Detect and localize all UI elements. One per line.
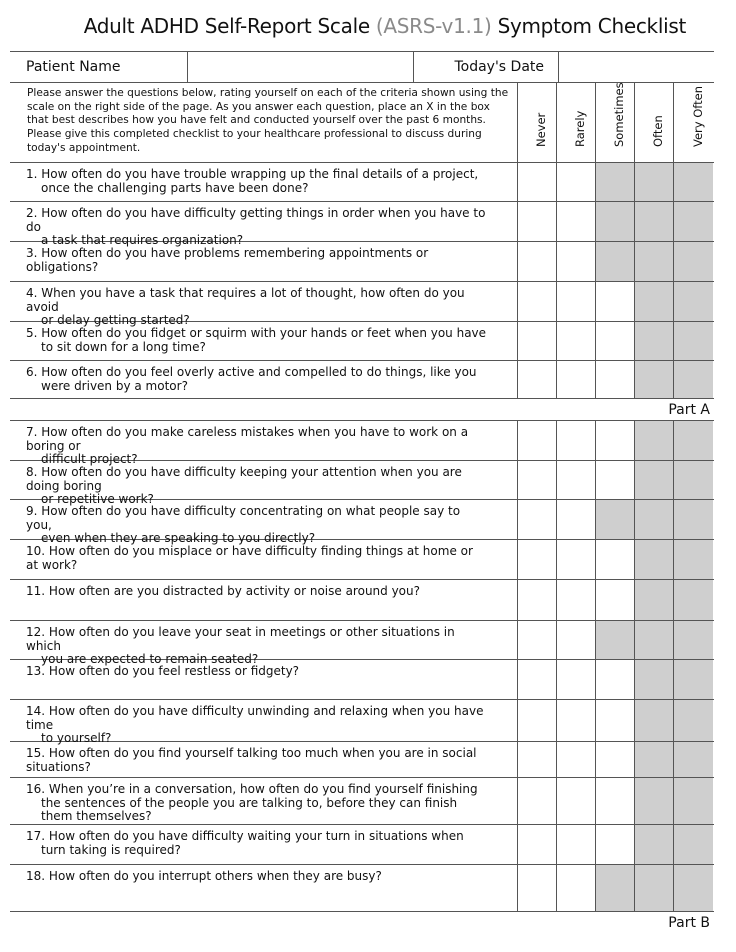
answer-box-never[interactable] <box>518 361 557 398</box>
question-row <box>10 825 714 865</box>
question-row <box>10 282 714 327</box>
question-row <box>10 660 714 700</box>
answer-box-rarely[interactable] <box>557 361 596 398</box>
answer-box-sometimes[interactable] <box>596 660 635 699</box>
answer-box-never[interactable] <box>518 742 557 777</box>
question-number: 18. <box>26 869 46 883</box>
question-text <box>10 361 518 398</box>
answer-box-very-often[interactable] <box>674 660 713 699</box>
answer-box-rarely[interactable] <box>557 742 596 777</box>
title-version: (ASRS-v1.1) <box>375 14 492 38</box>
answer-box-rarely[interactable] <box>557 242 596 281</box>
question-line: How often do you have difficulty keeping your attention when you are doing boring <box>26 465 462 493</box>
question-row <box>10 361 714 399</box>
answer-box-never[interactable] <box>518 163 557 201</box>
answer-box-sometimes[interactable] <box>596 742 635 777</box>
question-text <box>10 322 518 360</box>
question-number: 8. <box>26 465 38 479</box>
answer-box-very-often[interactable] <box>674 461 713 499</box>
question-number: 12. <box>26 625 46 639</box>
answer-box-rarely[interactable] <box>557 700 596 741</box>
answer-box-sometimes[interactable] <box>596 242 635 281</box>
instructions-header <box>10 83 714 163</box>
page-title <box>0 14 686 38</box>
answer-box-rarely[interactable] <box>557 282 596 321</box>
answer-box-never[interactable] <box>518 621 557 659</box>
question-text <box>10 202 518 247</box>
todays-date-field[interactable] <box>559 52 714 82</box>
answer-box-often[interactable] <box>635 500 674 539</box>
question-row <box>10 242 714 282</box>
answer-box-rarely[interactable] <box>557 540 596 579</box>
question-row <box>10 778 714 825</box>
question-row <box>10 421 714 466</box>
answer-box-sometimes[interactable] <box>596 778 635 824</box>
question-line: How often are you distracted by activity or noise around you? <box>48 584 421 598</box>
answer-box-never[interactable] <box>518 580 557 620</box>
scale-very-often <box>674 83 713 162</box>
answer-box-rarely[interactable] <box>557 163 596 201</box>
answer-box-rarely[interactable] <box>557 865 596 911</box>
answer-box-often[interactable] <box>635 580 674 620</box>
answer-box-never[interactable] <box>518 282 557 321</box>
question-number: 11. <box>26 584 46 598</box>
question-line: How often do you feel overly active and compelled to do things, like you <box>41 365 477 379</box>
answer-box-sometimes[interactable] <box>596 202 635 241</box>
question-text <box>10 660 518 699</box>
answer-box-often[interactable] <box>635 322 674 360</box>
answer-box-rarely[interactable] <box>557 322 596 360</box>
answer-box-sometimes[interactable] <box>596 163 635 201</box>
part-b-label: Part B <box>668 915 710 931</box>
answer-box-sometimes[interactable] <box>596 700 635 741</box>
answer-box-never[interactable] <box>518 202 557 241</box>
question-text <box>10 778 518 824</box>
answer-box-very-often[interactable] <box>674 700 713 741</box>
answer-box-never[interactable] <box>518 865 557 911</box>
question-line: or delay getting started? <box>41 313 190 327</box>
question-row <box>10 700 714 745</box>
question-line: How often do you feel restless or fidgety? <box>48 664 300 678</box>
answer-box-sometimes[interactable] <box>596 421 635 460</box>
question-number: 7. <box>26 425 38 439</box>
question-line: the sentences of the people you are talking to, before they can finish <box>41 795 458 810</box>
answer-box-often[interactable] <box>635 282 674 321</box>
question-number: 9. <box>26 504 38 518</box>
answer-box-often[interactable] <box>635 660 674 699</box>
answer-box-often[interactable] <box>635 202 674 241</box>
answer-box-rarely[interactable] <box>557 461 596 499</box>
question-text <box>10 461 518 506</box>
answer-box-often[interactable] <box>635 421 674 460</box>
patient-name-field[interactable] <box>188 52 414 82</box>
scale-label: Rarely <box>573 110 587 147</box>
question-line: How often do you make careless mistakes when you have to work on a boring or <box>26 425 469 453</box>
answer-box-often[interactable] <box>635 778 674 824</box>
answer-box-very-often[interactable] <box>674 865 713 911</box>
question-row <box>10 202 714 247</box>
question-line: once the challenging parts have been done? <box>41 180 309 195</box>
part-a-label: Part A <box>10 399 714 421</box>
answer-box-rarely[interactable] <box>557 202 596 241</box>
answer-box-never[interactable] <box>518 540 557 579</box>
answer-box-rarely[interactable] <box>557 825 596 864</box>
answer-box-rarely[interactable] <box>557 500 596 539</box>
answer-box-never[interactable] <box>518 322 557 360</box>
question-line: to yourself? <box>41 731 112 745</box>
answer-box-sometimes[interactable] <box>596 361 635 398</box>
title-prefix: Adult ADHD Self-Report Scale <box>83 14 376 38</box>
answer-box-never[interactable] <box>518 461 557 499</box>
answer-box-sometimes[interactable] <box>596 865 635 911</box>
answer-box-sometimes[interactable] <box>596 825 635 864</box>
question-line: How often do you interrupt others when they are busy? <box>48 869 382 883</box>
scale-never <box>518 83 557 162</box>
scale-label: Very Often <box>690 85 705 147</box>
question-line: even when they are speaking to you directly? <box>41 531 316 545</box>
question-number: 1. <box>26 167 38 181</box>
answer-box-very-often[interactable] <box>674 242 713 281</box>
question-line: How often do you find yourself talking too much when you are in social situations? <box>26 746 477 774</box>
answer-box-often[interactable] <box>635 621 674 659</box>
answer-box-very-often[interactable] <box>674 580 713 620</box>
question-line: How often do you have difficulty unwinding and relaxing when you have time <box>26 704 484 732</box>
answer-box-sometimes[interactable] <box>596 282 635 321</box>
answer-box-often[interactable] <box>635 742 674 777</box>
answer-box-sometimes[interactable] <box>596 322 635 360</box>
answer-box-very-often[interactable] <box>674 540 713 579</box>
question-line: How often do you have trouble wrapping up the final details of a project, <box>41 167 479 181</box>
answer-box-very-often[interactable] <box>674 825 713 864</box>
question-row <box>10 865 714 912</box>
answer-box-often[interactable] <box>635 163 674 201</box>
answer-box-never[interactable] <box>518 825 557 864</box>
answer-box-very-often[interactable] <box>674 621 713 659</box>
answer-box-very-often[interactable] <box>674 778 713 824</box>
question-line: or repetitive work? <box>41 492 154 506</box>
patient-info-row <box>10 52 714 83</box>
question-number: 10. <box>26 544 46 558</box>
question-text <box>10 282 518 327</box>
question-text <box>10 540 518 579</box>
title-suffix: Symptom Checklist <box>491 14 686 38</box>
answer-box-often[interactable] <box>635 865 674 911</box>
question-line: were driven by a motor? <box>41 378 188 393</box>
question-number: 3. <box>26 246 38 260</box>
question-row <box>10 500 714 545</box>
question-text <box>10 865 518 911</box>
question-number: 13. <box>26 664 46 678</box>
question-line: to sit down for a long time? <box>41 339 206 354</box>
part-a-questions <box>10 163 714 399</box>
scale-often <box>635 83 674 162</box>
question-line: How often do you have difficulty concentrating on what people say to you, <box>26 504 461 532</box>
answer-box-rarely[interactable] <box>557 421 596 460</box>
answer-box-very-often[interactable] <box>674 500 713 539</box>
question-line: How often do you have difficulty getting things in order when you have to do <box>26 206 486 234</box>
answer-box-never[interactable] <box>518 242 557 281</box>
question-text <box>10 242 518 281</box>
answer-box-very-often[interactable] <box>674 163 713 201</box>
question-line: them themselves? <box>41 809 152 823</box>
answer-box-often[interactable] <box>635 540 674 579</box>
question-number: 14. <box>26 704 46 718</box>
part-b-questions <box>10 421 714 912</box>
question-row <box>10 322 714 361</box>
instructions-text: Please answer the questions below, rating yourself on each of the criteria shown using the scale on the right side of the page. As you answer each question, place an X in the box that best describes how you have felt and conducted yourself over the past 6 months. Please give this completed checklist to your healthcare professional to discuss during today's appointment. <box>10 83 518 162</box>
answer-box-never[interactable] <box>518 700 557 741</box>
question-text <box>10 700 518 745</box>
answer-box-very-often[interactable] <box>674 742 713 777</box>
question-line: When you’re in a conversation, how often do you find yourself finishing <box>48 782 478 796</box>
scale-label: Sometimes <box>612 82 626 147</box>
answer-box-rarely[interactable] <box>557 621 596 659</box>
question-number: 6. <box>26 365 38 379</box>
answer-box-rarely[interactable] <box>557 778 596 824</box>
question-line: a task that requires organization? <box>41 233 244 247</box>
question-number: 2. <box>26 206 38 220</box>
answer-box-very-often[interactable] <box>674 282 713 321</box>
question-number: 4. <box>26 286 38 300</box>
scale-rarely <box>557 83 596 162</box>
answer-box-sometimes[interactable] <box>596 540 635 579</box>
question-line: How often do you have problems remembering appointments or obligations? <box>26 246 429 274</box>
question-line: How often do you have difficulty waiting your turn in situations when <box>48 829 464 843</box>
answer-box-rarely[interactable] <box>557 580 596 620</box>
answer-box-often[interactable] <box>635 461 674 499</box>
question-text <box>10 421 518 466</box>
answer-box-often[interactable] <box>635 700 674 741</box>
question-text <box>10 825 518 864</box>
question-text <box>10 163 518 201</box>
todays-date-label: Today's Date <box>414 52 559 82</box>
question-row <box>10 461 714 506</box>
question-row <box>10 580 714 621</box>
question-row <box>10 540 714 580</box>
scale-sometimes <box>596 83 635 162</box>
answer-box-very-often[interactable] <box>674 322 713 360</box>
answer-box-sometimes[interactable] <box>596 500 635 539</box>
question-line: How often do you fidget or squirm with your hands or feet when you have <box>41 326 487 340</box>
answer-box-never[interactable] <box>518 500 557 539</box>
answer-box-often[interactable] <box>635 242 674 281</box>
question-text <box>10 742 518 777</box>
answer-box-very-often[interactable] <box>674 202 713 241</box>
scale-label: Never <box>534 112 548 147</box>
checklist-sheet <box>10 51 714 934</box>
question-row <box>10 163 714 202</box>
question-line: you are expected to remain seated? <box>41 652 259 666</box>
question-number: 17. <box>26 829 46 843</box>
question-number: 15. <box>26 746 46 760</box>
question-line: How often do you leave your seat in meetings or other situations in which <box>26 625 455 653</box>
answer-box-often[interactable] <box>635 361 674 398</box>
question-text <box>10 580 518 620</box>
question-text <box>10 500 518 545</box>
question-row <box>10 742 714 778</box>
answer-box-often[interactable] <box>635 825 674 864</box>
answer-box-sometimes[interactable] <box>596 461 635 499</box>
question-line: difficult project? <box>41 452 138 466</box>
question-text <box>10 621 518 666</box>
answer-box-very-often[interactable] <box>674 421 713 460</box>
question-line: When you have a task that requires a lot of thought, how often do you avoid <box>26 286 465 314</box>
question-row <box>10 621 714 666</box>
answer-box-very-often[interactable] <box>674 361 713 398</box>
answer-box-never[interactable] <box>518 778 557 824</box>
answer-box-rarely[interactable] <box>557 660 596 699</box>
answer-box-never[interactable] <box>518 660 557 699</box>
question-number: 5. <box>26 326 38 340</box>
question-line: turn taking is required? <box>41 842 181 857</box>
answer-box-sometimes[interactable] <box>596 621 635 659</box>
question-number: 16. <box>26 782 46 796</box>
patient-name-label: Patient Name <box>10 52 188 82</box>
answer-box-never[interactable] <box>518 421 557 460</box>
answer-box-sometimes[interactable] <box>596 580 635 620</box>
question-line: How often do you misplace or have difficulty finding things at home or at work? <box>26 544 473 572</box>
scale-label: Often <box>651 115 665 147</box>
